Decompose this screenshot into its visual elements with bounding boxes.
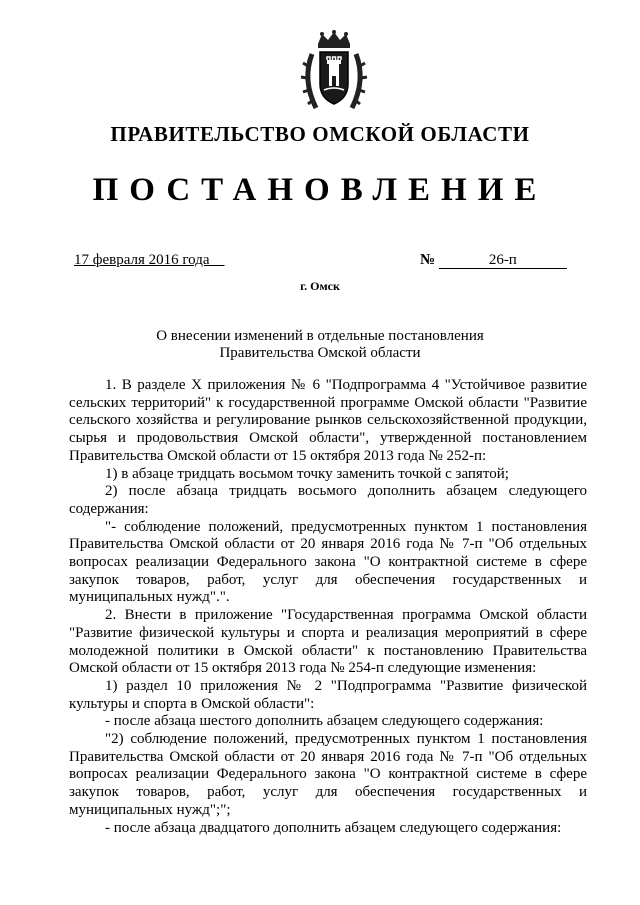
city-name: г. Омск	[300, 279, 340, 293]
number-value: 26-п	[439, 252, 567, 269]
coat-of-arms-icon	[298, 30, 370, 114]
paragraph-1: 1. В разделе X приложения № 6 "Подпрограмма 4 "Устойчивое развитие сельских территорий" к государственной программе Омской области "Развитие сельского хозяйства и регулирование рынков сельскохозяйственной продукции, сырья и продовольствия Омской области", утвержденной постановлением Правительства Омской области от 15 октября 2013 года № 252-п:	[69, 377, 587, 464]
decree-date-value: 17 февраля 2016 года	[74, 252, 210, 268]
paragraph-1-2-text: "- соблюдение положений, предусмотренных пунктом 1 постановления Правительства Омской области от 20 января 2016 года № 7-п "Об отдельных вопросах реализации Федерального закона "О контрактной системе в сфере закупок товаров, работ, услуг для обеспечения государственных и муниципальных нужд".".	[69, 518, 587, 606]
decree-number	[420, 252, 567, 269]
paragraph-2-1: 1) раздел 10 приложения № 2 "Подпрограмма "Развитие физической культуры и спорта в Омской области":	[69, 677, 587, 712]
subject-line-2: Правительства Омской области	[219, 345, 421, 361]
decree-date	[74, 252, 225, 269]
paragraph-2-1-a: - после абзаца шестого дополнить абзацем следующего содержания:	[105, 713, 544, 730]
paragraph-2: 2. Внести в приложение "Государственная программа Омской области "Развитие физической культуры и спорта и реализация мероприятий в сфере молодежной политики в Омской области" к постановлению Правительства Омской области от 15 октября 2013 года № 254-п следующие изменения:	[69, 607, 587, 677]
decree-body	[69, 377, 587, 837]
subject-line-1: О внесении изменений в отдельные постановления	[156, 328, 484, 344]
decree-subject	[0, 328, 640, 362]
government-name: ПРАВИТЕЛЬСТВО ОМСКОЙ ОБЛАСТИ	[110, 122, 530, 146]
paragraph-2-1-a-text: "2) соблюдение положений, предусмотренных пунктом 1 постановления Правительства Омской области от 20 января 2016 года № 7-п "Об отдельных вопросах реализации Федерального закона "О контрактной системе в сфере закупок товаров, работ, услуг для обеспечения государственных и муниципальных нужд";";	[69, 731, 587, 818]
paragraph-1-1: 1) в абзаце тридцать восьмом точку заменить точкой с запятой;	[105, 465, 509, 482]
paragraph-2-1-b: - после абзаца двадцатого дополнить абзацем следующего содержания:	[105, 819, 562, 836]
document-type-title: ПОСТАНОВЛЕНИЕ	[92, 172, 548, 208]
number-label: №	[420, 252, 436, 268]
paragraph-1-2: 2) после абзаца тридцать восьмого дополнить абзацем следующего содержания:	[69, 483, 587, 517]
